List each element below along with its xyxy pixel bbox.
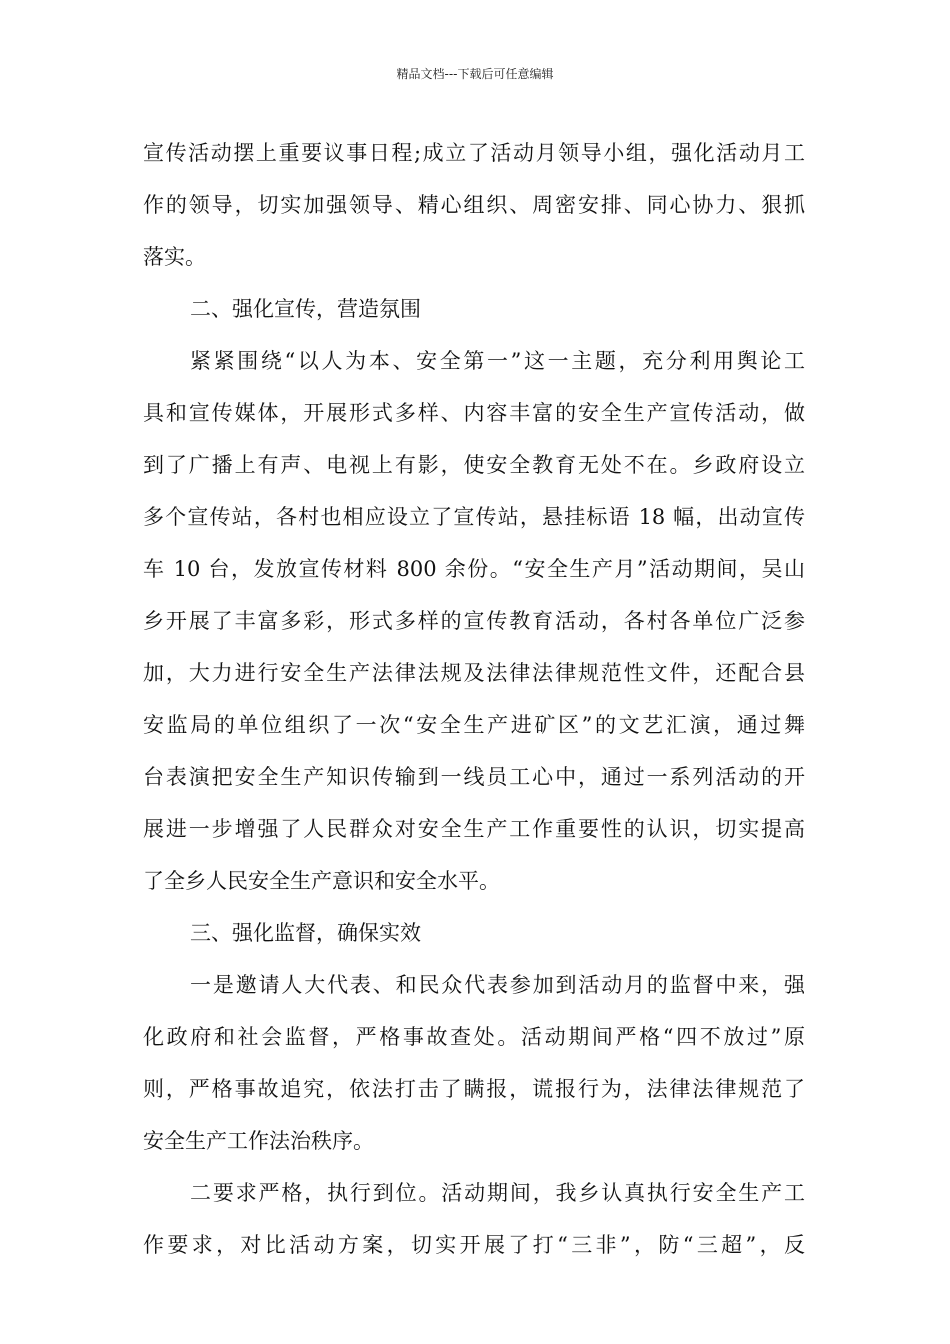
- text-line: 了全乡人民安全生产意识和安全水平。: [143, 869, 500, 893]
- section-heading-supervision: [143, 907, 805, 959]
- paragraph-strict-requirements: [143, 1167, 805, 1271]
- text-line: 乡开展了丰富多彩，形式多样的宣传教育活动，各村各单位广泛参: [143, 609, 805, 633]
- heading-line: 二、强化宣传，营造氛围: [190, 297, 421, 321]
- text-line: 到了广播上有声、电视上有影，使安全教育无处不在。乡政府设立: [143, 453, 805, 477]
- paragraph-publicity: [143, 335, 805, 907]
- text-line: 落实。: [143, 245, 206, 269]
- text-line: 一是邀请人大代表、和民众代表参加到活动月的监督中来，强: [190, 973, 805, 997]
- text-line: 车 10 台，发放宣传材料 800 余份。“安全生产月”活动期间，吴山: [143, 557, 805, 581]
- text-line: 具和宣传媒体，开展形式多样、内容丰富的安全生产宣传活动，做: [143, 401, 805, 425]
- section-heading-publicity: [143, 283, 805, 335]
- text-line: 则，严格事故追究，依法打击了瞒报，谎报行为，法律法律规范了: [143, 1077, 805, 1101]
- text-line: 二要求严格，执行到位。活动期间，我乡认真执行安全生产工: [190, 1181, 805, 1205]
- text-line: 作的领导，切实加强领导、精心组织、周密安排、同心协力、狠抓: [143, 193, 805, 217]
- page-header: 精品文档---下载后可任意编辑: [396, 67, 554, 81]
- paragraph-leadership: [143, 127, 805, 283]
- text-line: 宣传活动摆上重要议事日程;成立了活动月领导小组，强化活动月工: [143, 141, 805, 165]
- text-line: 展进一步增强了人民群众对安全生产工作重要性的认识，切实提高: [143, 817, 805, 841]
- text-line: 加，大力进行安全生产法律法规及法律法律规范性文件，还配合县: [143, 661, 805, 685]
- paragraph-supervision: [143, 959, 805, 1167]
- document-body: [143, 127, 805, 1271]
- heading-line: 三、强化监督，确保实效: [190, 921, 421, 945]
- text-line: 安监局的单位组织了一次“安全生产进矿区”的文艺汇演，通过舞: [143, 713, 805, 737]
- text-line: 作要求，对比活动方案，切实开展了打“三非”，防“三超”，反: [143, 1233, 805, 1257]
- text-line: 台表演把安全生产知识传输到一线员工心中，通过一系列活动的开: [143, 765, 805, 789]
- text-line: 多个宣传站，各村也相应设立了宣传站，悬挂标语 18 幅，出动宣传: [143, 505, 805, 529]
- text-line: 紧紧围绕“以人为本、安全第一”这一主题，充分利用舆论工: [190, 349, 805, 373]
- text-line: 化政府和社会监督，严格事故查处。活动期间严格“四不放过”原: [143, 1025, 805, 1049]
- text-line: 安全生产工作法治秩序。: [143, 1129, 374, 1153]
